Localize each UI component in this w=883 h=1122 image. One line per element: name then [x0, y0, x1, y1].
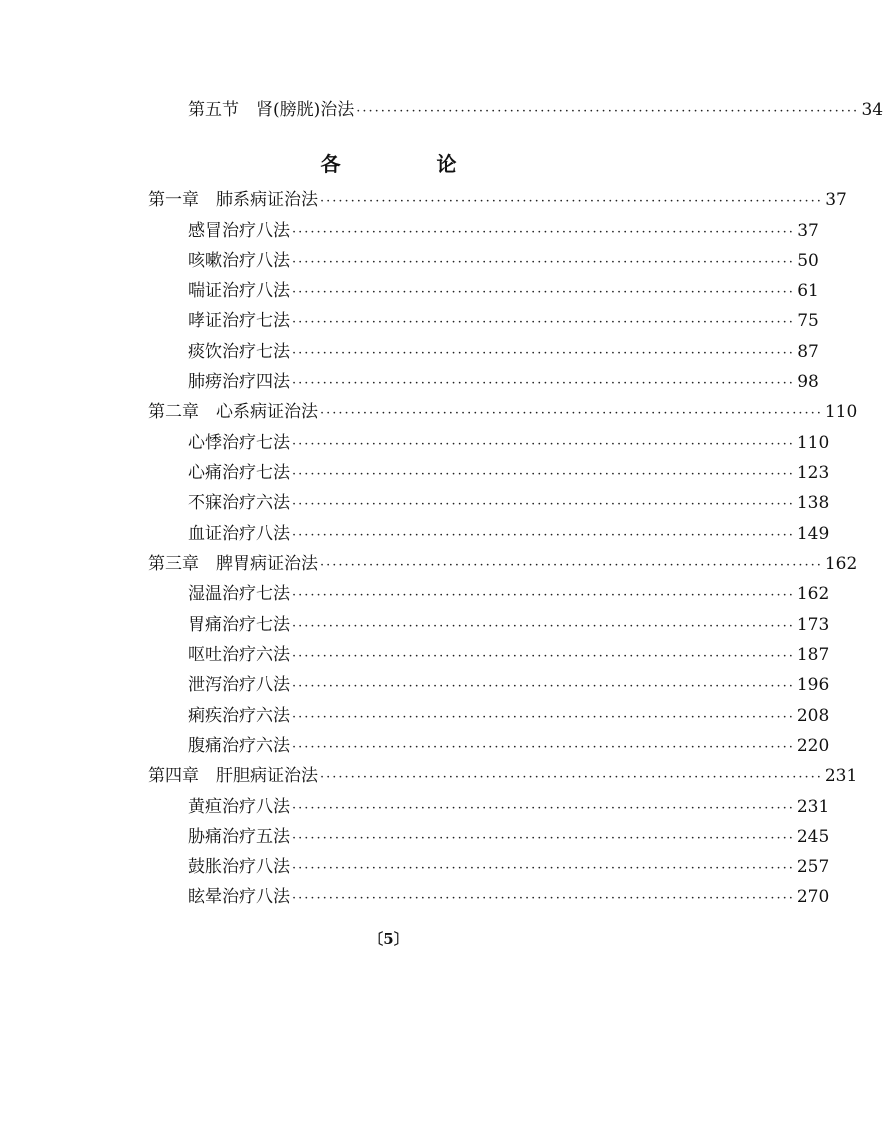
dot-leader: ··················································································	[292, 588, 795, 603]
toc-chapter-4[interactable]	[148, 764, 858, 788]
toc-item-page: 208	[796, 706, 830, 726]
dot-leader: ··················································································	[320, 406, 823, 421]
toc-item-page: 257	[796, 857, 830, 877]
dot-leader: ··················································································	[292, 255, 795, 270]
toc-item-title: 喘证治疗八法	[188, 281, 290, 301]
toc-chapter-1[interactable]	[148, 188, 847, 212]
toc-item-title: 心悸治疗七法	[188, 433, 290, 453]
toc-chapter-page: 37	[825, 190, 847, 210]
toc-item-page: 231	[796, 797, 830, 817]
toc-item-title: 心痛治疗七法	[188, 463, 290, 483]
toc-item-page: 149	[796, 524, 830, 544]
toc-item[interactable]	[188, 461, 830, 485]
dot-leader: ··················································································	[320, 558, 823, 573]
toc-chapter-title: 第三章 脾胃病证治法	[148, 554, 318, 574]
toc-item-title: 黄疸治疗八法	[188, 797, 290, 817]
toc-item[interactable]	[188, 643, 830, 667]
toc-item-page: 37	[797, 221, 819, 241]
toc-item-title: 腹痛治疗六法	[188, 736, 290, 756]
toc-item-page: 220	[796, 736, 830, 756]
dot-leader: ··················································································	[292, 679, 795, 694]
toc-item-title: 胃痛治疗七法	[188, 615, 290, 635]
toc-item-page: 270	[796, 887, 830, 907]
dot-leader: ··················································································	[292, 891, 795, 906]
dot-leader: ··················································································	[292, 225, 795, 240]
dot-leader: ··················································································	[292, 740, 795, 755]
dot-leader: ··················································································	[292, 437, 795, 452]
toc-item[interactable]	[188, 613, 830, 637]
dot-leader: ··················································································	[292, 649, 795, 664]
toc-item-title: 眩晕治疗八法	[188, 887, 290, 907]
toc-item[interactable]	[188, 795, 830, 819]
dot-leader: ··················································································	[292, 528, 795, 543]
toc-item-page: 61	[797, 281, 819, 301]
dot-leader: ··················································································	[292, 497, 795, 512]
toc-item-title: 痰饮治疗七法	[188, 342, 290, 362]
toc-item[interactable]	[188, 431, 830, 455]
toc-item[interactable]	[188, 522, 830, 546]
toc-entry-title: 第五节 肾(膀胱)治法	[188, 100, 355, 120]
toc-chapter-page: 231	[824, 766, 858, 786]
toc-item[interactable]	[188, 855, 830, 879]
toc-item-title: 感冒治疗八法	[188, 221, 290, 241]
page-number: 〔5〕	[368, 930, 409, 948]
dot-leader: ··················································································	[292, 801, 795, 816]
dot-leader: ··················································································	[292, 861, 795, 876]
toc-item-title: 鼓胀治疗八法	[188, 857, 290, 877]
toc-item-page: 123	[796, 463, 830, 483]
toc-item[interactable]	[188, 704, 830, 728]
toc-item-title: 痢疾治疗六法	[188, 706, 290, 726]
toc-item[interactable]	[188, 279, 819, 303]
toc-item-page: 50	[797, 251, 819, 271]
toc-item-title: 不寐治疗六法	[188, 493, 290, 513]
toc-item[interactable]	[188, 219, 819, 243]
toc-item-title: 血证治疗八法	[188, 524, 290, 544]
toc-item[interactable]	[188, 340, 819, 364]
toc-item[interactable]	[188, 582, 830, 606]
dot-leader: ··················································································	[320, 194, 823, 209]
toc-item-page: 245	[796, 827, 830, 847]
toc-chapter-2[interactable]	[148, 400, 858, 424]
toc-item[interactable]	[188, 491, 830, 515]
toc-item[interactable]	[188, 249, 819, 273]
toc-item-page: 110	[796, 433, 830, 453]
dot-leader: ··················································································	[292, 619, 795, 634]
toc-item[interactable]	[188, 825, 830, 849]
toc-item-title: 泄泻治疗八法	[188, 675, 290, 695]
dot-leader: ··················································································	[320, 770, 823, 785]
toc-chapter-title: 第二章 心系病证治法	[148, 402, 318, 422]
toc-item[interactable]	[188, 673, 830, 697]
toc-item-title: 哮证治疗七法	[188, 311, 290, 331]
toc-item-title: 呕吐治疗六法	[188, 645, 290, 665]
toc-item[interactable]	[188, 309, 819, 333]
toc-chapter-page: 162	[824, 554, 858, 574]
toc-item-page: 196	[796, 675, 830, 695]
toc-item[interactable]	[188, 370, 819, 394]
toc-item-title: 胁痛治疗五法	[188, 827, 290, 847]
section-heading: 各 论	[320, 152, 495, 176]
toc-item-title: 咳嗽治疗八法	[188, 251, 290, 271]
toc-item-title: 湿温治疗七法	[188, 584, 290, 604]
toc-item-page: 75	[797, 311, 819, 331]
toc-item-page: 173	[796, 615, 830, 635]
toc-item-page: 138	[796, 493, 830, 513]
dot-leader: ··················································································	[292, 315, 795, 330]
toc-item-page: 162	[796, 584, 830, 604]
dot-leader: ··················································································	[292, 710, 795, 725]
dot-leader: ··················································································	[292, 376, 795, 391]
dot-leader: ··················································································	[292, 285, 795, 300]
dot-leader: ··················································································	[292, 346, 795, 361]
toc-item-page: 98	[797, 372, 819, 392]
toc-item-title: 肺痨治疗四法	[188, 372, 290, 392]
toc-entry-page: 34	[861, 100, 883, 120]
toc-chapter-title: 第一章 肺系病证治法	[148, 190, 318, 210]
toc-chapter-title: 第四章 肝胆病证治法	[148, 766, 318, 786]
toc-entry-top[interactable]	[188, 98, 883, 122]
toc-item[interactable]	[188, 734, 830, 758]
dot-leader: ··················································································	[356, 104, 860, 119]
toc-chapter-3[interactable]	[148, 552, 858, 576]
toc-item-page: 87	[797, 342, 819, 362]
dot-leader: ··················································································	[292, 831, 795, 846]
toc-item[interactable]	[188, 885, 830, 909]
toc-item-page: 187	[796, 645, 830, 665]
toc-chapter-page: 110	[824, 402, 858, 422]
dot-leader: ··················································································	[292, 467, 795, 482]
